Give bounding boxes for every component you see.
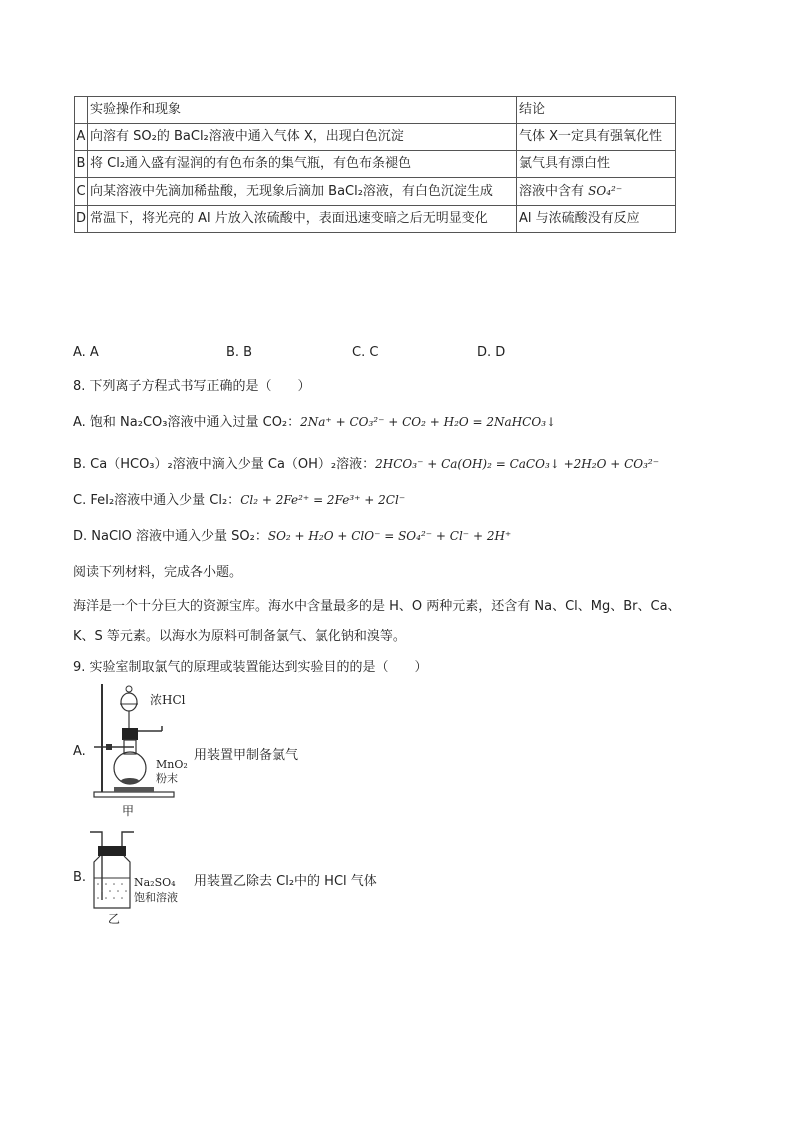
table-row [75,124,676,151]
equation: 2Na⁺ + CO₃²⁻ + CO₂ + H₂O = 2NaHCO₃↓ [300,415,557,429]
q9-option-a-label: A. [73,744,86,759]
apparatus-yi-name: 乙 [108,912,121,926]
reading-intro: 阅读下列材料，完成各小题。 [73,565,243,580]
solution-formula-label: Na₂SO₄ [134,876,176,889]
experiment-table [74,96,676,233]
conclusion-text: 溶液中含有 [519,184,589,199]
row-key: D [75,206,88,233]
q8-option-d [73,525,511,544]
reading-paragraph-line-1: 海洋是一个十分巨大的资源宝库。海水中含量最多的是 H、O 两种元素，还含有 Na、Cl、Mg、Br、Ca、 [73,599,681,614]
q8-stem: 8. 下列离子方程式书写正确的是（ ） [73,379,311,394]
option-text: A. 饱和 Na₂CO₃溶液中通入过量 CO₂： [73,415,301,430]
q8-option-b [73,453,659,472]
row-key: B [75,151,88,178]
conclusion-cell: 氯气具有漂白性 [517,151,676,178]
equation: SO₂ + H₂O + ClO⁻ = SO₄²⁻ + Cl⁻ + 2H⁺ [267,529,512,543]
solution-state-label: 饱和溶液 [134,891,178,904]
operation-cell: 向溶有 SO₂的 BaCl₂溶液中通入气体 X，出现白色沉淀 [88,124,517,151]
table-row [75,206,676,233]
table-row [75,151,676,178]
acid-label: 浓HCl [150,693,186,707]
q7-option-c: C. C [352,345,379,360]
conclusion-cell: Al 与浓硫酸没有反应 [517,206,676,233]
table-header-cell [75,97,88,124]
q7-option-b: B. B [226,345,253,360]
operation-cell: 将 Cl₂通入盛有湿润的有色布条的集气瓶，有色布条褪色 [88,151,517,178]
solid-state-label: 粉末 [156,772,178,785]
apparatus-yi-figure [84,828,194,928]
q7-option-a: A. A [73,345,99,360]
apparatus-jia-name: 甲 [122,804,135,818]
operation-cell: 向某溶液中先滴加稀盐酸，无现象后滴加 BaCl₂溶液，有白色沉淀生成 [88,178,517,206]
equation: 2HCO₃⁻ + Ca(OH)₂ = CaCO₃↓ +2H₂O + CO₃²⁻ [375,457,660,471]
option-text: C. FeI₂溶液中通入少量 Cl₂： [73,493,241,508]
table-header-cell: 结论 [517,97,676,124]
q7-option-d: D. D [477,345,506,360]
equation: Cl₂ + 2Fe²⁺ = 2Fe³⁺ + 2Cl⁻ [240,493,406,507]
q8-option-c [73,489,405,508]
conclusion-cell: 气体 X一定具有强氧化性 [517,124,676,151]
option-text: D. NaClO 溶液中通入少量 SO₂： [73,529,268,544]
q9-option-a-text: 用装置甲制备氯气 [194,748,299,763]
q9-option-b-text: 用装置乙除去 Cl₂中的 HCl 气体 [194,874,377,889]
table-row [75,178,676,206]
solid-formula-label: MnO₂ [156,758,188,771]
table-header-cell: 实验操作和现象 [88,97,517,124]
option-text: B. Ca（HCO₃）₂溶液中滴入少量 Ca（OH）₂溶液： [73,457,376,472]
conclusion-cell [517,178,676,206]
row-key: A [75,124,88,151]
q9-option-b-label: B. [73,870,87,885]
operation-cell: 常温下，将光亮的 Al 片放入浓硫酸中，表面迅速变暗之后无明显变化 [88,206,517,233]
apparatus-jia-figure [84,684,196,820]
sulfate-formula: SO₄²⁻ [588,184,623,198]
q9-stem: 9. 实验室制取氯气的原理或装置能达到实验目的的是（ ） [73,660,428,675]
reading-paragraph-line-2: K、S 等元素。以海水为原料可制备氯气、氯化钠和溴等。 [73,629,406,644]
row-key: C [75,178,88,206]
table-row [75,97,676,124]
q8-option-a [73,411,556,430]
